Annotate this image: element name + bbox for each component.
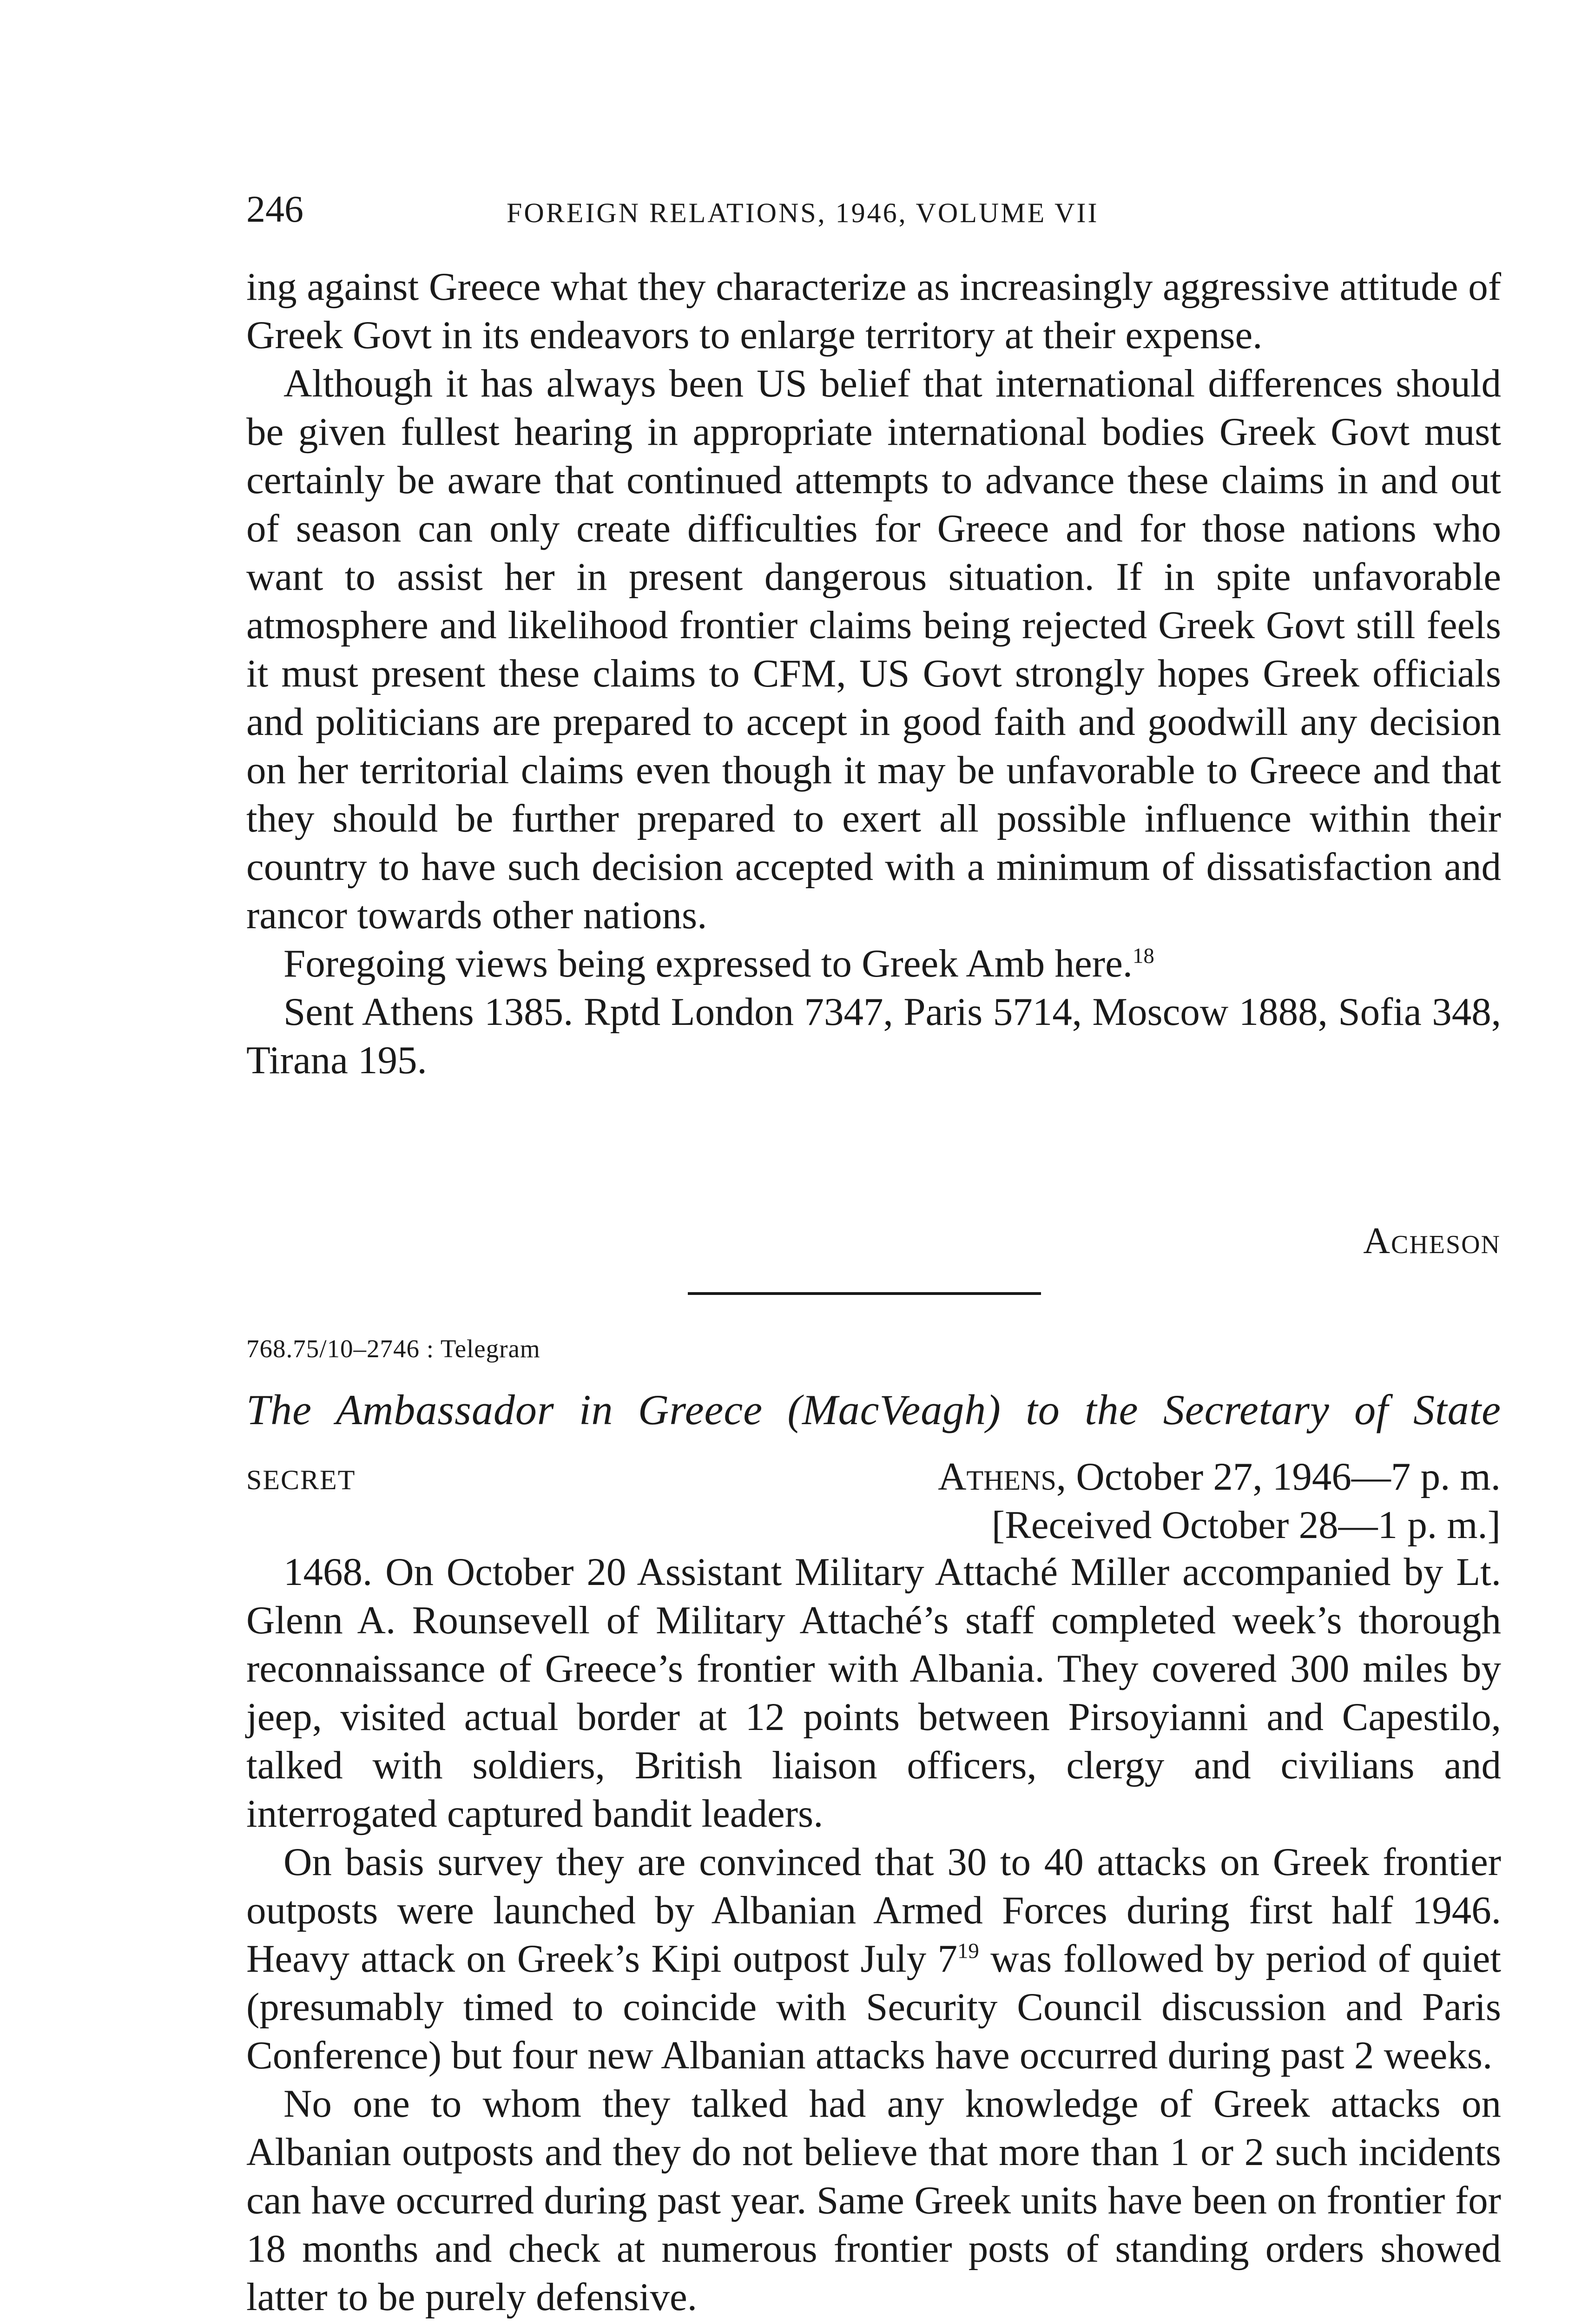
signature: Acheson	[1363, 1221, 1501, 1261]
body-paragraph	[246, 939, 1501, 988]
body-paragraph: 1468. On October 20 Assistant Military Attaché Miller accompanied by Lt. Glenn A. Rounsevell of Military Attaché’s staff completed week’s thorough reconnaissance of Greece’s frontier with Albania. They covered 300 miles by jeep, visited actual border at 12 points between Pirsoyianni and Capestilo, talked with soldiers, British liaison officers, clergy and civilians and interrogated captured bandit leaders.	[246, 1550, 1501, 1835]
section-divider	[688, 1292, 1041, 1295]
body-paragraph: Although it has always been US belief that international differences should be given fullest hearing in appropriate international bodies Greek Govt must certainly be aware that continued attempts to advance these claims in and out of season can only create difficulties for Greece and for those nations who want to assist her in present dangerous situation. If in spite unfavorable atmosphere and likelihood frontier claims being rejected Greek Govt still feels it must present these claims to CFM, US Govt strongly hopes Greek officials and politicians are prepared to accept in good faith and goodwill any decision on her territorial claims even though it may be unfavorable to Greece and that they should be further prepared to exert all possible influence within their country to have such decision accepted with a minimum of dissatisfaction and rancor towards other nations.	[246, 362, 1501, 937]
paragraph-text: Foregoing views being expressed to Greek Amb here.	[283, 942, 1133, 985]
telegram-body	[246, 1548, 1501, 2321]
paragraph-text: was followed by period of quiet (presumably timed to coincide with Security Council discussion and Paris Conference) but four new Albanian attacks have occurred during past 2 weeks.	[246, 1937, 1501, 2077]
paragraph-text: On basis survey they are convinced that 30 to 40 attacks on Greek frontier outposts were launched by Albanian Armed Forces during first half 1946. Heavy attack on Greek’s Kipi outpost July 7	[246, 1840, 1501, 1981]
received-line: [Received October 28—1 p. m.]	[991, 1503, 1501, 1547]
dateline	[938, 1452, 1501, 1549]
body-paragraph: No one to whom they talked had any knowledge of Greek attacks on Albanian outposts and they do not believe that more than 1 or 2 such incidents can have occurred during past year. Same Greek units have been on frontier for 18 months and check at numerous frontier posts of standing orders showed latter to be purely defensive.	[246, 2082, 1501, 2319]
footnote-marker: 19	[957, 1939, 979, 1963]
footnote-marker: 18	[1133, 944, 1154, 968]
document-title: The Ambassador in Greece (MacVeagh) to the Secretary of State	[246, 1386, 1501, 1433]
prior-document-body	[246, 263, 1501, 1084]
dateline-place: Athens	[938, 1455, 1056, 1499]
classification-label: SECRET	[246, 1465, 356, 1495]
date-line	[938, 1452, 1501, 1501]
body-paragraph	[246, 1838, 1501, 2080]
page-number: 246	[246, 188, 303, 230]
page-header	[246, 184, 1385, 235]
body-paragraph: Sent Athens 1385. Rptd London 7347, Paris 5714, Moscow 1888, Sofia 348, Tirana 195.	[246, 990, 1501, 1082]
document-reference: 768.75/10–2746 : Telegram	[246, 1334, 540, 1363]
dateline-date: , October 27, 1946—7 p. m.	[1056, 1455, 1501, 1499]
running-head: FOREIGN RELATIONS, 1946, VOLUME VII	[507, 198, 1099, 228]
body-paragraph: ing against Greece what they characterize as increasingly aggressive attitude of Greek Govt in its endeavors to enlarge territory at their expense.	[246, 265, 1501, 357]
